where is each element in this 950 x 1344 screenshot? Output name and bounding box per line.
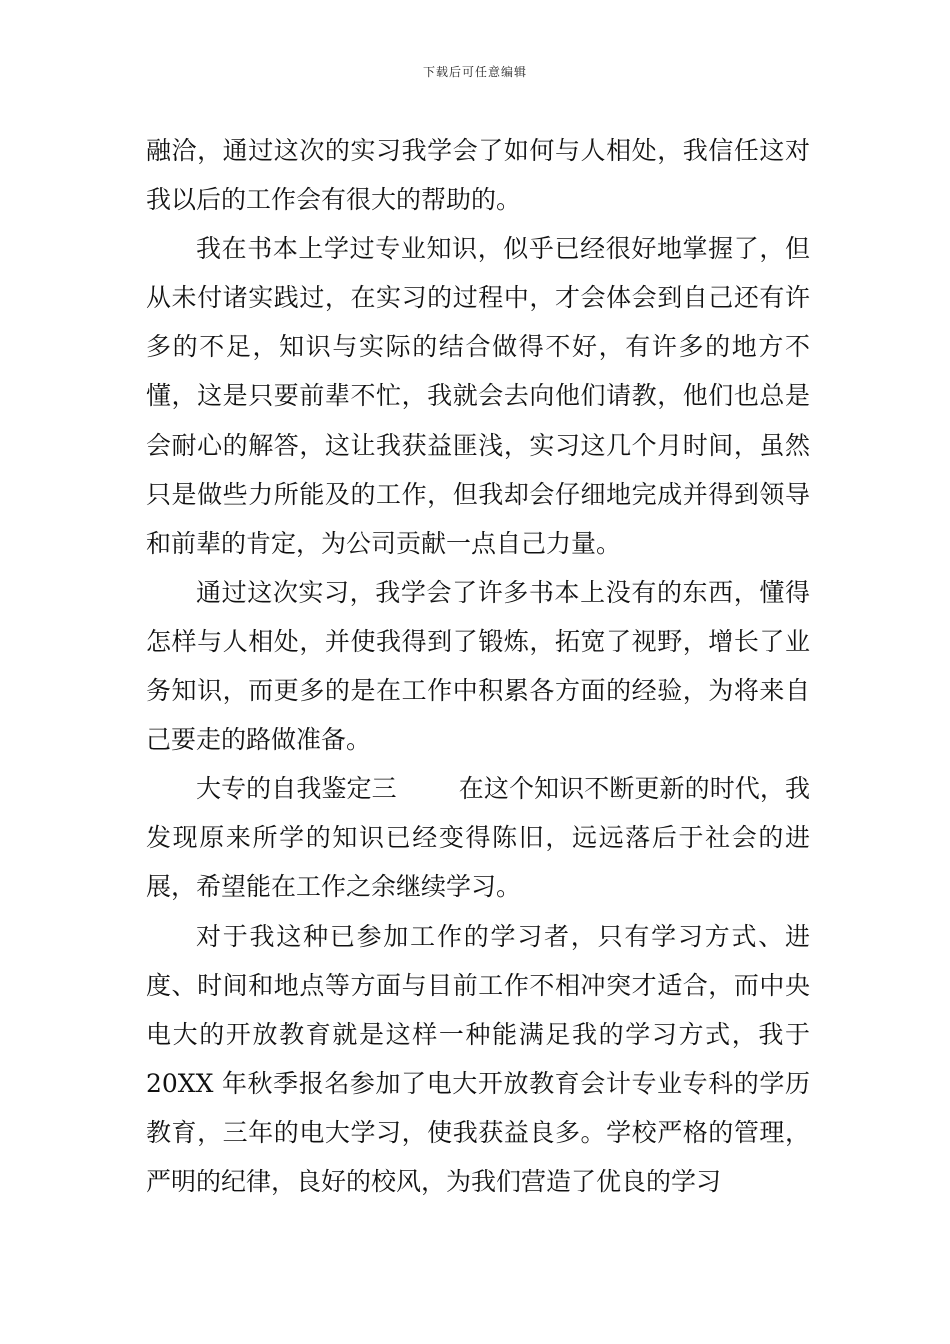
paragraph: 通过这次实习，我学会了许多书本上没有的东西，懂得怎样与人相处，并使我得到了锻炼，拓宽了视野，增长了业务知识，而更多的是在工作中积累各方面的经验，为将来自己要走的路做准备。 bbox=[146, 577, 810, 755]
section-text: 在这个知识不断更新的时代，我发现原来所学的知识已经变得陈旧，远远落后于社会的进展，希望能在工作之余继续学习。 bbox=[146, 774, 810, 902]
section-three-paragraph bbox=[146, 764, 810, 911]
paragraph-continued: 融洽，通过这次的实习我学会了如何与人相处，我信任这对我以后的工作会有很大的帮助的。 bbox=[146, 136, 810, 215]
page-header: 下载后可任意编辑 bbox=[422, 65, 527, 79]
paragraph: 我在书本上学过专业知识，似乎已经很好地掌握了，但从未付诸实践过，在实习的过程中，才会体会到自己还有许多的不足，知识与实际的结合做得不好，有许多的地方不懂，这是只要前辈不忙，我就会去向他们请教，他们也总是会耐心的解答，这让我获益匪浅，实习这几个月时间，虽然只是做些力所能及的工作，但我却会仔细地完成并得到领导和前辈的肯定，为公司贡献一点自己力量。 bbox=[146, 234, 810, 558]
section-heading: 大专的自我鉴定三 bbox=[196, 774, 397, 804]
paragraph: 对于我这种已参加工作的学习者，只有学习方式、进度、时间和地点等方面与目前工作不相冲突才适合，而中央电大的开放教育就是这样一种能满足我的学习方式，我于 20XX 年秋季报名参加了电大开放教育会计专业专科的学历教育，三年的电大学习，使我获益良多。学校严格的管理，严明的纪律，良好的校风，为我们营造了优良的学习 bbox=[146, 921, 810, 1196]
document-body bbox=[146, 126, 810, 1206]
